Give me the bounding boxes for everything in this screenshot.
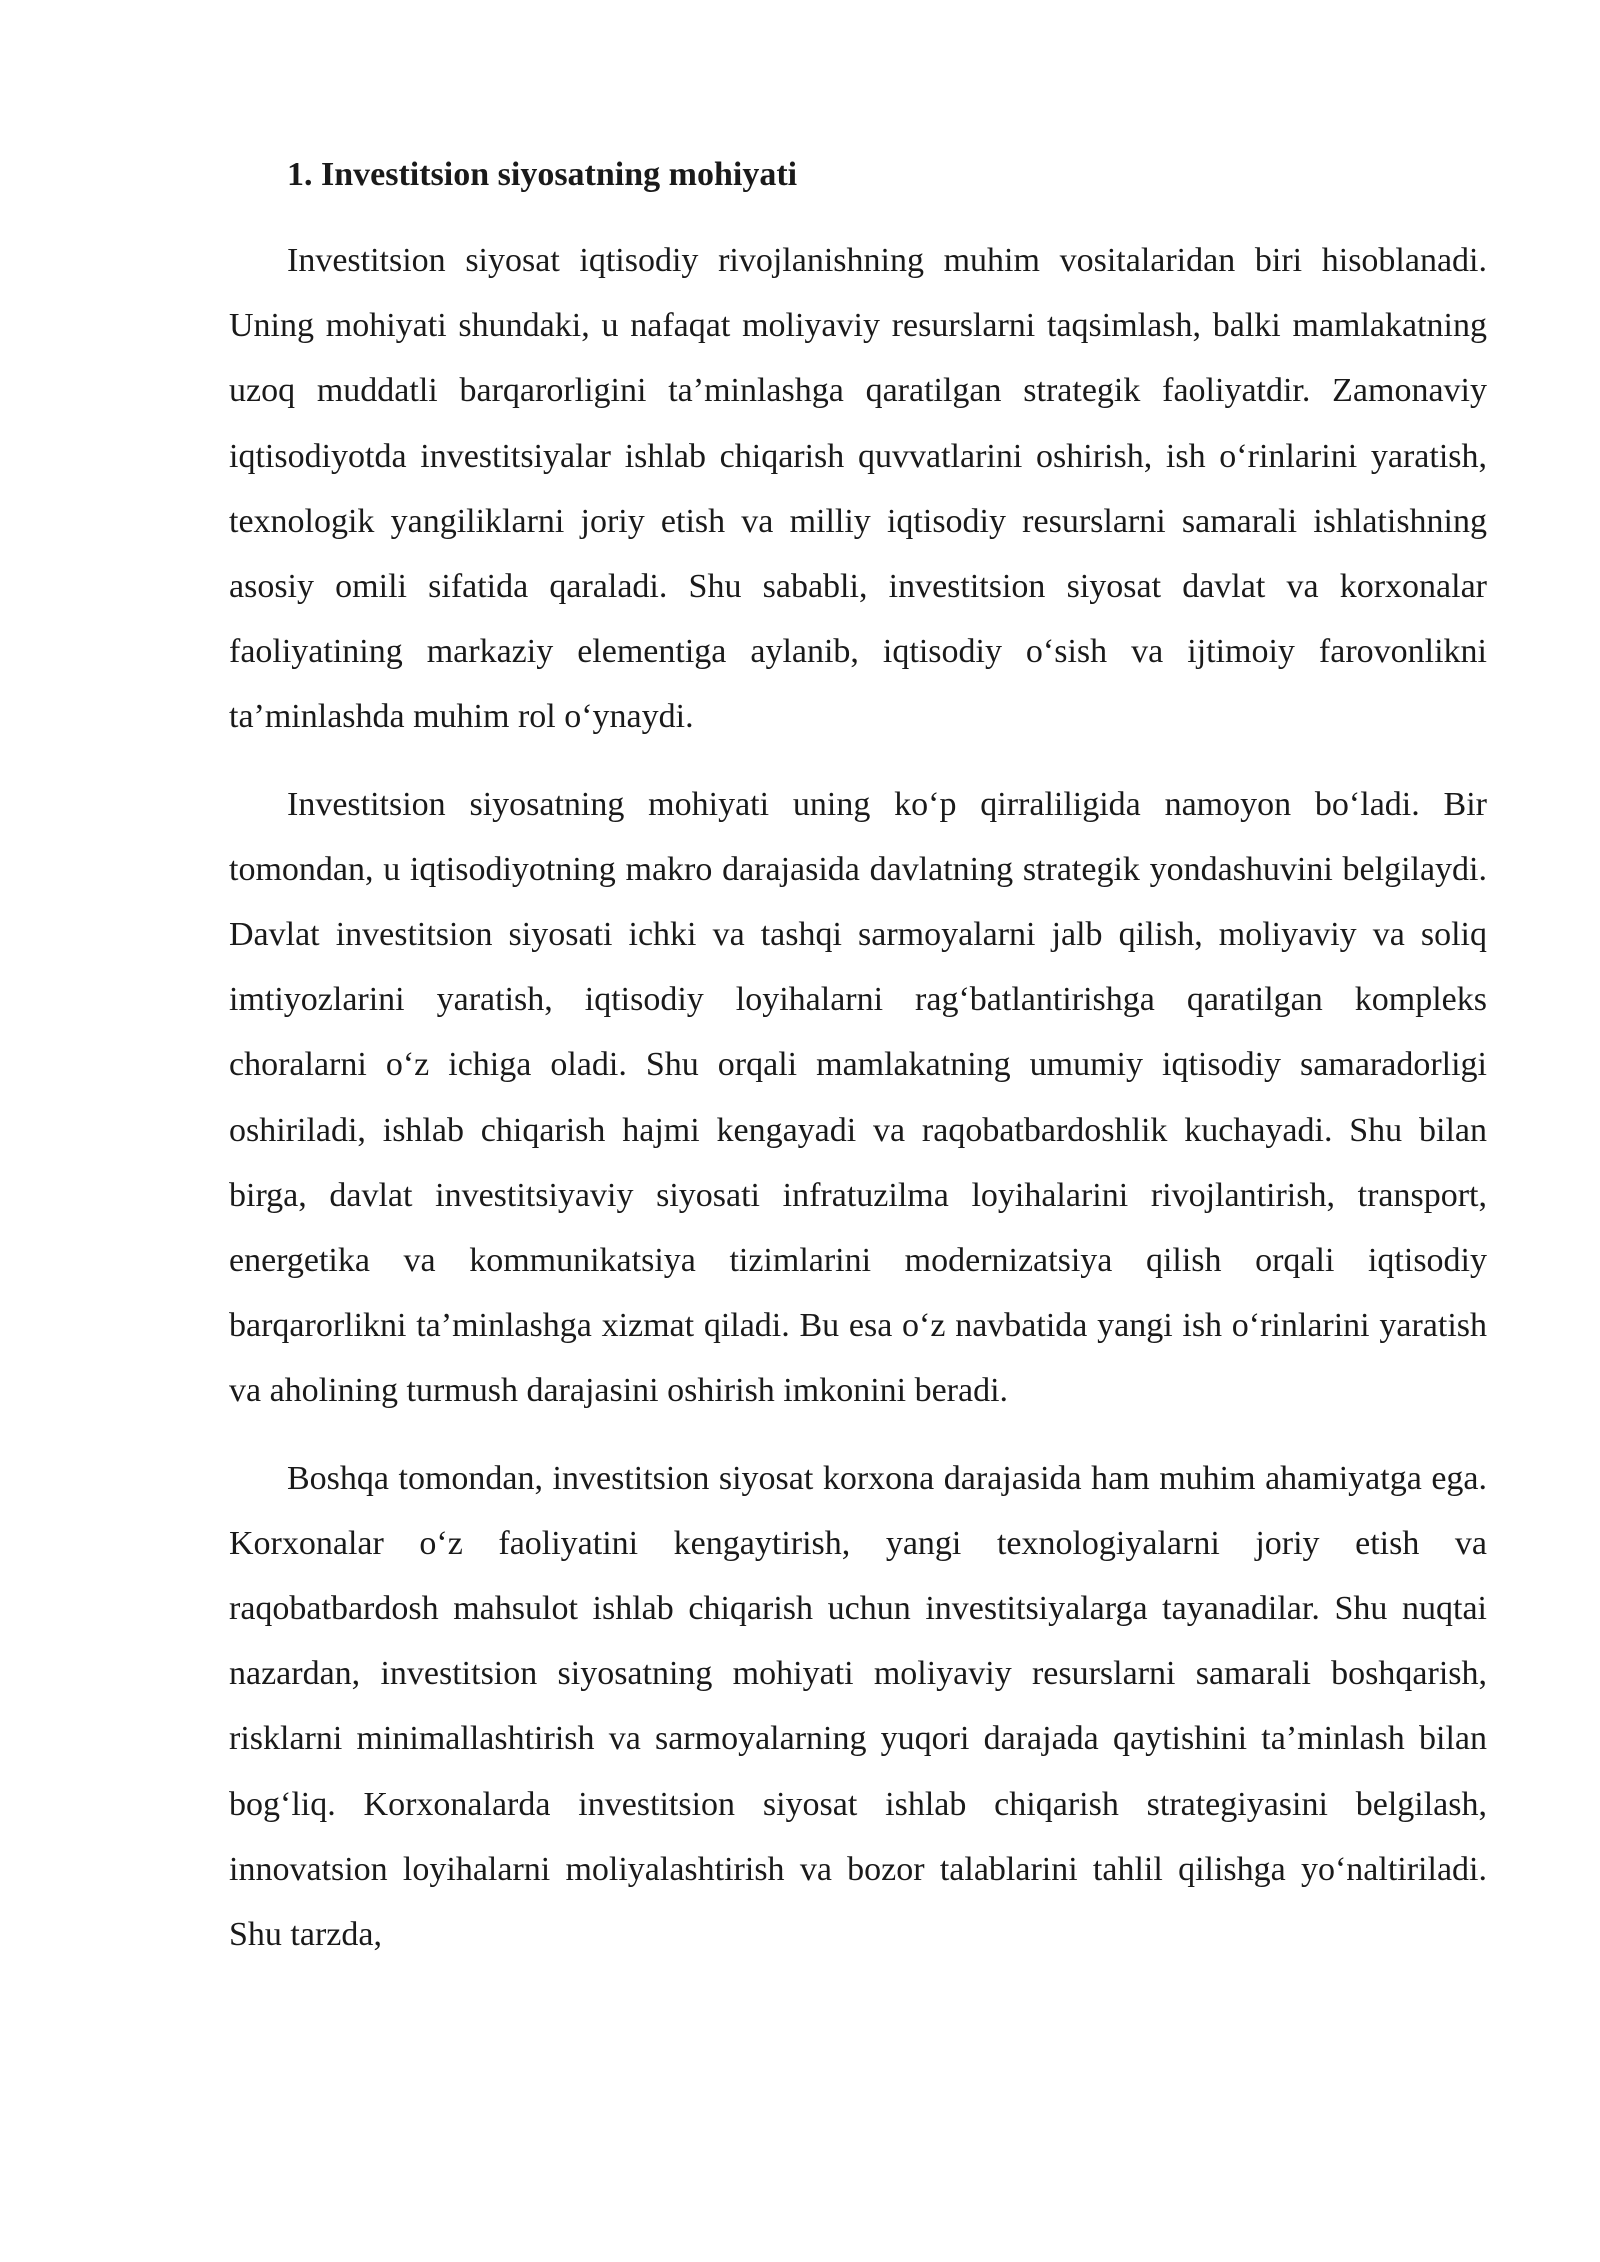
page-content bbox=[229, 148, 1487, 1989]
paragraph-3: Boshqa tomondan, investitsion siyosat korxona darajasida ham muhim ahamiyatga ega. Korxonalar o‘z faoliyatini kengaytirish, yangi texnologiyalarni joriy etish va raqobatbardosh mahsulot ishlab chiqarish uchun investitsiyalarga tayanadilar. Shu nuqtai nazardan, investitsion siyosatning mohiyati moliyaviy resurslarni samarali boshqarish, risklarni minimallashtirish va sarmoyalarning yuqori darajada qaytishini ta’minlash bilan bog‘liq. Korxonalarda investitsion siyosat ishlab chiqarish strategiyasini belgilash, innovatsion loyihalarni moliyalashtirish va bozor talablarini tahlil qilishga yo‘naltiriladi. Shu tarzda, bbox=[229, 1459, 1487, 1954]
section-heading: 1. Investitsion siyosatning mohiyati bbox=[287, 156, 798, 193]
paragraph-2: Investitsion siyosatning mohiyati uning ko‘p qirraliligida namoyon bo‘ladi. Bir tomondan, u iqtisodiyotning makro darajasida davlatning strategik yondashuvini belgilaydi. Davlat investitsion siyosati ichki va tashqi sarmoyalarni jalb qilish, moliyaviy va soliq imtiyozlarini yaratish, iqtisodiy loyihalarni rag‘batlantirishga qaratilgan kompleks choralarni o‘z ichiga oladi. Shu orqali mamlakatning umumiy iqtisodiy samaradorligi oshiriladi, ishlab chiqarish hajmi kengayadi va raqobatbardoshlik kuchayadi. Shu bilan birga, davlat investitsiyaviy siyosati infratuzilma loyihalarini rivojlantirish, transport, energetika va kommunikatsiya tizimlarini modernizatsiya qilish orqali iqtisodiy barqarorlikni ta’minlashga xizmat qiladi. Bu esa o‘z navbatida yangi ish o‘rinlarini yaratish va aholining turmush darajasini oshirish imkonini beradi. bbox=[229, 785, 1487, 1410]
paragraph-1: Investitsion siyosat iqtisodiy rivojlanishning muhim vositalaridan biri hisoblanadi. Uning mohiyati shundaki, u nafaqat moliyaviy resurslarni taqsimlash, balki mamlakatning uzoq muddatli barqarorligini ta’minlashga qaratilgan strategik faoliyatdir. Zamonaviy iqtisodiyotda investitsiyalar ishlab chiqarish quvvatlarini oshirish, ish o‘rinlarini yaratish, texnologik yangiliklarni joriy etish va milliy iqtisodiy resurslarni samarali ishlatishning asosiy omili sifatida qaraladi. Shu sababli, investitsion siyosat davlat va korxonalar faoliyatining markaziy elementiga aylanib, iqtisodiy o‘sish va ijtimoiy farovonlikni ta’minlashda muhim rol o‘ynaydi. bbox=[229, 242, 1487, 736]
